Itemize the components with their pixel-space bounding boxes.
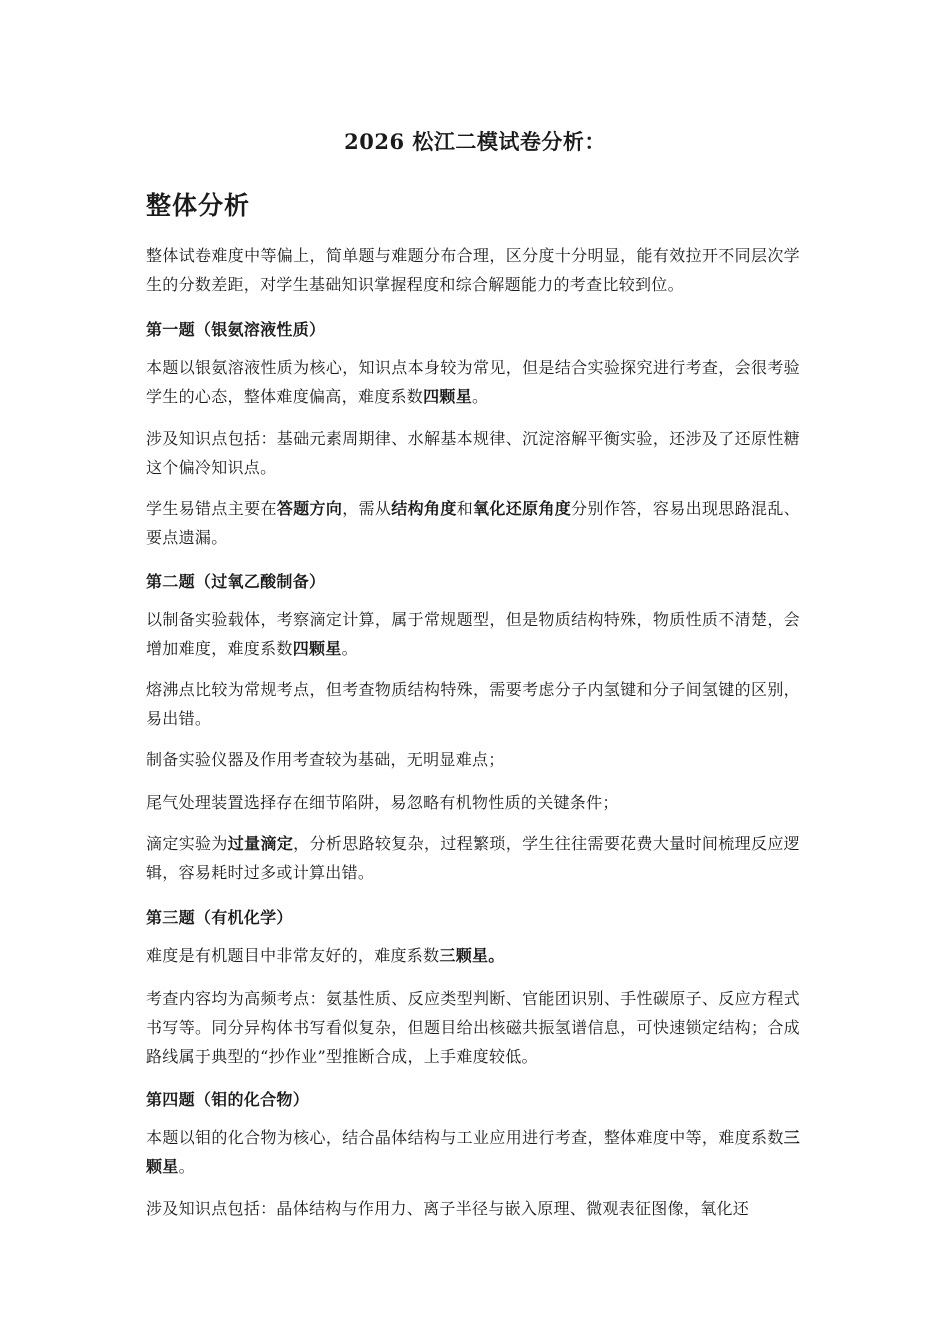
q1-paragraph-1 — [146, 353, 800, 411]
q1-p3-bold-a: 答题方向 — [276, 499, 343, 518]
overall-paragraph: 整体试卷难度中等偏上，简单题与难题分布合理，区分度十分明显，能有效拉开不同层次学生的分数差距，对学生基础知识掌握程度和综合解题能力的考查比较到位。 — [146, 246, 800, 294]
q4-paragraph-1 — [146, 1123, 800, 1181]
q4-paragraph-2: 涉及知识点包括：晶体结构与作用力、离子半径与嵌入原理、微观表征图像，氧化还 — [146, 1199, 750, 1218]
document-title: 2026 松江二模试卷分析： — [344, 129, 606, 154]
q2-p1-text: 以制备实验载体，考察滴定计算，属于常规题型，但是物质结构特殊，物质性质不清楚，会增加难度，难度系数 — [146, 610, 800, 658]
q2-paragraph-3: 制备实验仪器及作用考查较为基础，无明显难点； — [146, 750, 505, 769]
q1-p1-end: 。 — [472, 387, 489, 406]
q1-p3-bold-c: 氧化还原角度 — [473, 499, 572, 518]
q2-paragraph-2: 熔沸点比较为常规考点，但考查物质结构特殊，需要考虑分子内氢键和分子间氢键的区别，易出错。 — [146, 680, 800, 728]
q3-difficulty: 三颗星。 — [439, 946, 505, 965]
q2-p5-text-b: ，分析思路较复杂，过程繁琐，学生往往需要花费大量时间梳理反应逻辑，容易耗时过多或计算出错。 — [146, 834, 800, 882]
q1-p3-text-b: ，需从 — [342, 499, 392, 518]
q2-paragraph-5 — [146, 829, 800, 887]
q2-difficulty: 四颗星 — [292, 639, 342, 658]
q2-p5-text-a: 滴定实验为 — [146, 834, 228, 853]
q3-p1-text: 难度是有机题目中非常友好的，难度系数 — [146, 946, 440, 965]
q2-p1-end: 。 — [341, 639, 358, 658]
q1-p1-text: 本题以银氨溶液性质为核心，知识点本身较为常见，但是结合实验探究进行考查，会很考验学生的心态，整体难度偏高，难度系数 — [146, 358, 800, 406]
q2-p5-bold: 过量滴定 — [227, 834, 294, 853]
q1-p3-text-a: 学生易错点主要在 — [146, 499, 277, 518]
q4-difficulty: 三颗星 — [146, 1128, 800, 1176]
q2-paragraph-4: 尾气处理装置选择存在细节陷阱，易忽略有机物性质的关键条件； — [146, 793, 619, 812]
q1-p3-text-c: 和 — [456, 499, 474, 518]
q3-heading: 第三题（有机化学） — [146, 908, 293, 927]
q2-heading: 第二题（过氧乙酸制备） — [146, 572, 326, 591]
q4-heading: 第四题（钼的化合物） — [146, 1090, 310, 1109]
q4-p1-text: 本题以钼的化合物为核心，结合晶体结构与工业应用进行考查，整体难度中等，难度系数 — [146, 1128, 784, 1147]
q1-p3-bold-b: 结构角度 — [391, 499, 457, 518]
q1-heading: 第一题（银氨溶液性质） — [146, 320, 326, 339]
q1-difficulty: 四颗星 — [423, 387, 473, 406]
q2-paragraph-1 — [146, 605, 800, 663]
q1-p3-text-d: 分别作答，容易出现思路混乱、要点遗漏。 — [146, 499, 801, 547]
q1-paragraph-3 — [146, 494, 800, 552]
q3-paragraph-1 — [146, 941, 800, 970]
q1-paragraph-2: 涉及知识点包括：基础元素周期律、水解基本规律、沉淀溶解平衡实验，还涉及了还原性糖这个偏冷知识点。 — [146, 429, 800, 477]
section-heading: 整体分析 — [146, 191, 251, 220]
q3-paragraph-2: 考查内容均为高频考点：氨基性质、反应类型判断、官能团识别、手性碳原子、反应方程式书写等。同分异构体书写看似复杂，但题目给出核磁共振氢谱信息，可快速锁定结构；合成路线属于典型的“抄作业”型推断合成，上手难度较低。 — [146, 989, 800, 1066]
q4-p1-end: 。 — [178, 1157, 195, 1176]
